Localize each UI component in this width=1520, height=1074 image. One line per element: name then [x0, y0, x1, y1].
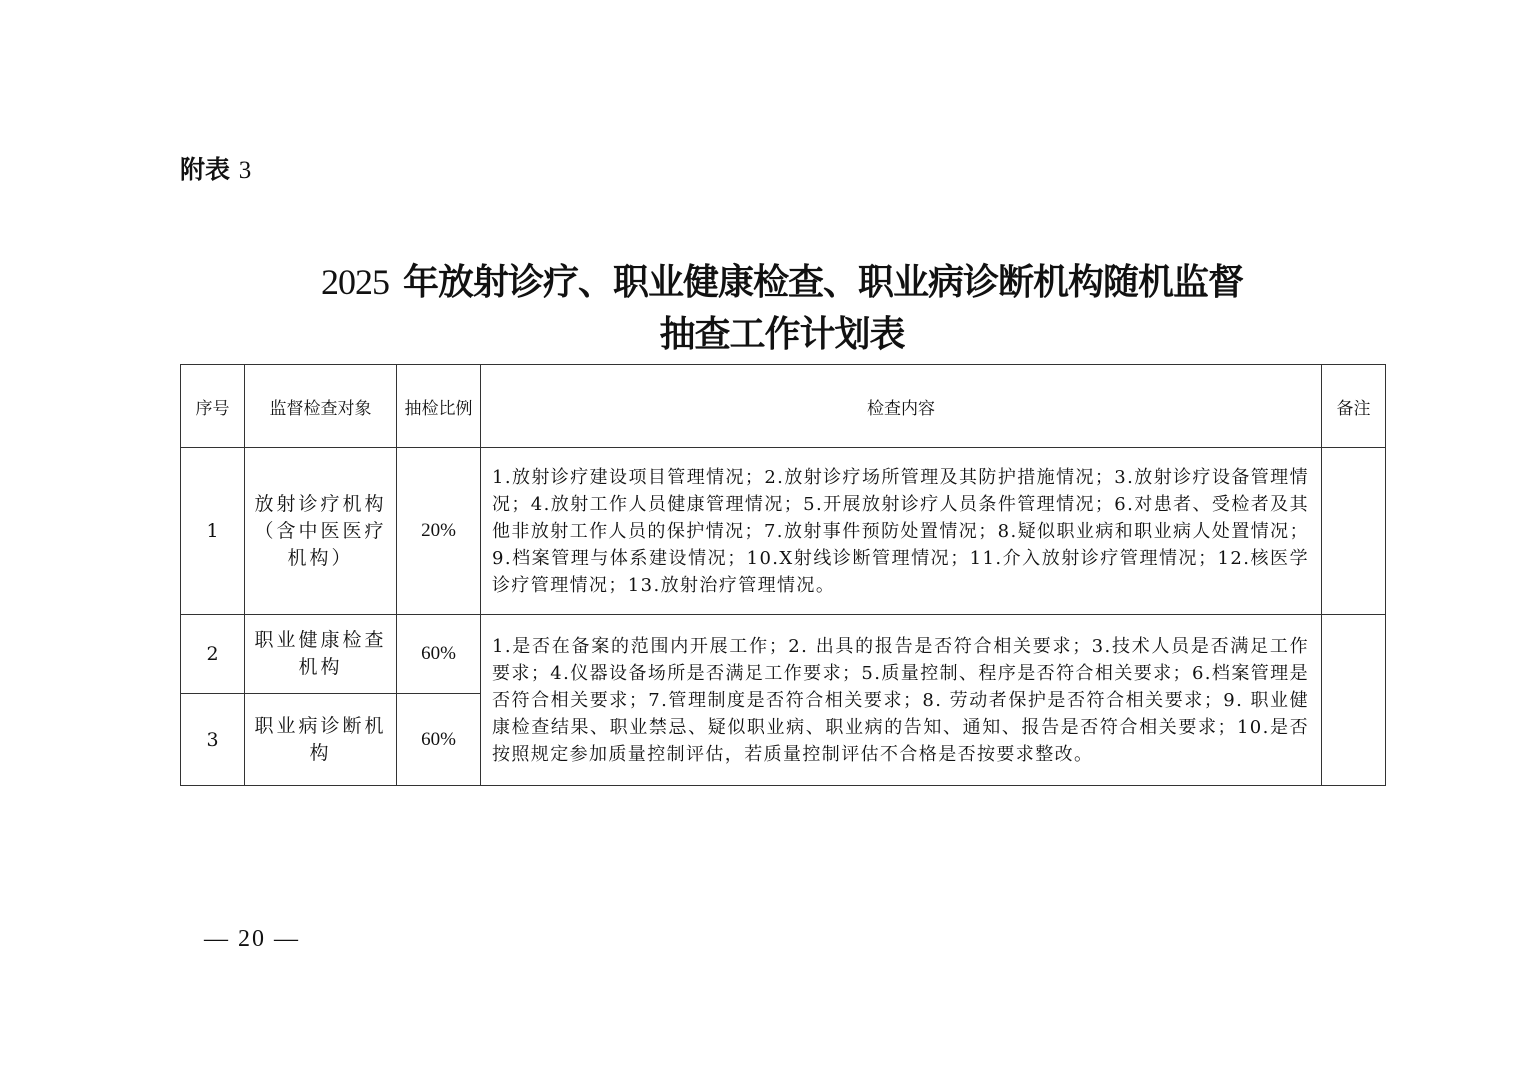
row-remark-shared	[1322, 615, 1386, 786]
inspection-plan-table	[180, 364, 1386, 786]
page-title	[180, 254, 1384, 305]
header-target: 监督检查对象	[245, 365, 397, 448]
header-content: 检查内容	[481, 365, 1322, 448]
header-no: 序号	[181, 365, 245, 448]
title-year: 2025	[320, 262, 389, 302]
row-ratio: 20%	[397, 448, 481, 615]
title-line-1: 年放射诊疗、职业健康检查、职业病诊断机构随机监督	[402, 261, 1243, 303]
row-no: 2	[181, 615, 245, 694]
table-row	[181, 615, 1386, 694]
table-header-row	[181, 365, 1386, 448]
page-title-line-2: 抽查工作计划表	[659, 313, 905, 355]
row-target: 放射诊疗机构（含中医医疗机构）	[245, 448, 397, 615]
row-target: 职业健康检查机构	[245, 615, 397, 694]
row-content-shared: 1.是否在备案的范围内开展工作；2. 出具的报告是否符合相关要求；3.技术人员是否满足工作要求；4.仪器设备场所是否满足工作要求；5.质量控制、程序是否符合相关要求；6.档案管理是否符合相关要求；7.管理制度是否符合相关要求；8. 劳动者保护是否符合相关要求；9. 职业健康检查结果、职业禁忌、疑似职业病、职业病的告知、通知、报告是否符合相关要求；10.是否按照规定参加质量控制评估，若质量控制评估不合格是否按要求整改。	[481, 615, 1322, 786]
row-no: 1	[181, 448, 245, 615]
row-content: 1.放射诊疗建设项目管理情况；2.放射诊疗场所管理及其防护措施情况；3.放射诊疗设备管理情况；4.放射工作人员健康管理情况；5.开展放射诊疗人员条件管理情况；6.对患者、受检者及其他非放射工作人员的保护情况；7.放射事件预防处置情况；8.疑似职业病和职业病人处置情况；9.档案管理与体系建设情况；10.X射线诊断管理情况；11.介入放射诊疗管理情况；12.核医学诊疗管理情况；13.放射治疗管理情况。	[481, 448, 1322, 615]
annex-label-text: 附表	[180, 155, 231, 184]
table-row	[181, 448, 1386, 615]
row-remark	[1322, 448, 1386, 615]
header-remark: 备注	[1322, 365, 1386, 448]
page-number: — 20 —	[204, 926, 300, 952]
annex-label	[180, 150, 251, 186]
header-ratio: 抽检比例	[397, 365, 481, 448]
annex-number: 3	[238, 157, 252, 184]
row-no: 3	[181, 694, 245, 786]
row-target: 职业病诊断机构	[245, 694, 397, 786]
row-ratio: 60%	[397, 615, 481, 694]
row-ratio: 60%	[397, 694, 481, 786]
